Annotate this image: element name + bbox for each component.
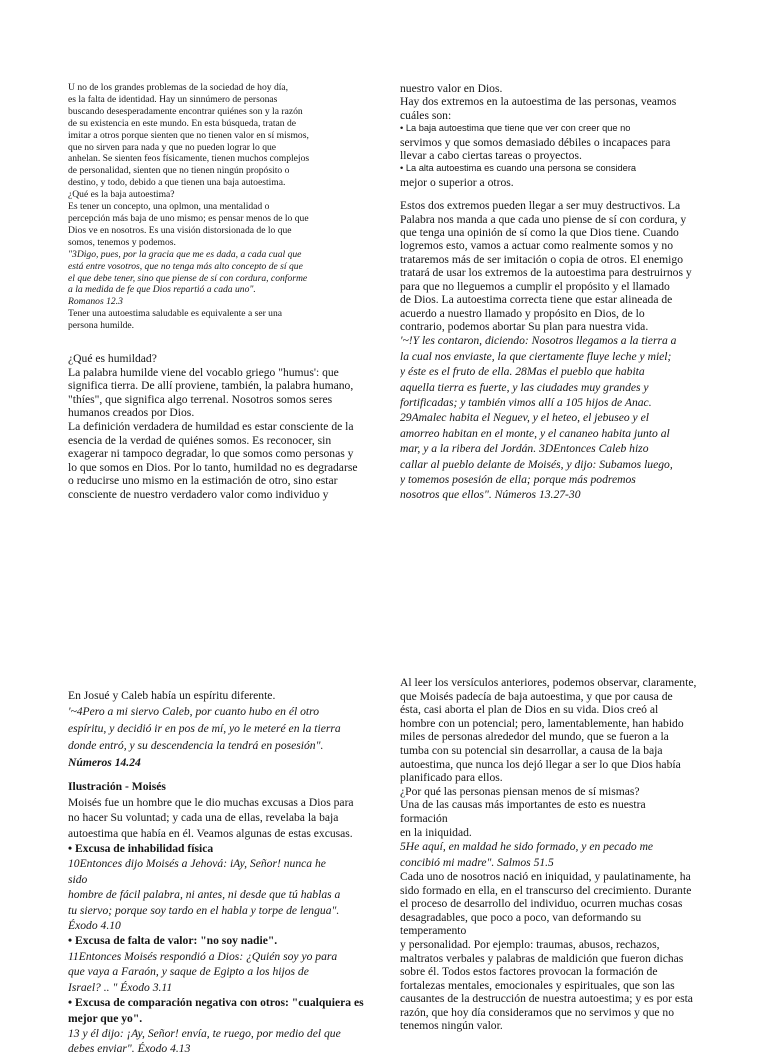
text-line: llevar a cabo ciertas tareas o proyectos. [400, 149, 582, 163]
bottom-left-column [68, 688, 380, 1057]
extremes-paragraph [400, 199, 700, 333]
verse-line: 13 y él dijo: ¡Ay, Señor! envía, te ruego, por medio del que [68, 1026, 341, 1040]
verse-line: amorreo habitan en el monte, y el cananeo habita junto al [400, 426, 670, 440]
section-heading: Ilustración - Moisés [68, 780, 166, 794]
verse-line: sido [68, 872, 88, 886]
text-line: Cada uno de nosotros nació en iniquidad, y paulatinamente, ha [400, 869, 691, 883]
excuse-verse [68, 856, 380, 933]
text-line: o reducirse uno mismo en la estimación de otro, sino estar [68, 474, 338, 488]
bible-verse-salmos [400, 839, 704, 870]
question-heading: ¿Por qué las personas piensan menos de sí mismas? [400, 784, 640, 798]
text-line: buscando desesperadamente encontrar quiénes son y la razón [68, 105, 303, 117]
text-line: Hay dos extremos en la autoestima de las personas, veamos [400, 95, 677, 109]
bullet-item: • La baja autoestima que tiene que ver con creer que no [400, 123, 631, 134]
verse-line: 11Entonces Moisés respondió a Dios: ¿Quién soy yo para [68, 949, 338, 963]
text-line: Palabra nos manda a que cada uno piense de sí con cordura, y [400, 212, 687, 226]
bible-verse-romanos [68, 249, 368, 309]
text-line: acuerdo a nuestro llamado y propósito en Dios, de lo [400, 306, 645, 320]
excuse-verse [68, 949, 380, 995]
text-line: percepción más baja de uno mismo; es pensar menos de lo que [68, 212, 309, 224]
text-line: La definición verdadera de humildad es estar consciente de la [68, 419, 354, 433]
closing-paragraph [68, 308, 368, 332]
text-line: planificado para ellos. [400, 771, 503, 785]
text-line: y personalidad. Por ejemplo: traumas, abusos, rechazos, [400, 937, 660, 951]
text-line: trataremos más de ser imitación o copia de otros. El enemigo [400, 252, 683, 266]
text-line: exagerar ni tampoco degradar, lo que somos como personas y [68, 447, 354, 461]
text-line: lo que somos en Dios. Por lo tanto, humildad no es degradarse [68, 460, 358, 474]
text-line: tumba con su potencial sin desarrollar, a causa de la baja [400, 743, 663, 757]
bible-verse-numeros-14 [68, 703, 380, 771]
excuse-title: mejor que yo". [68, 1011, 143, 1025]
text-line: significa tierra. De allí proviene, también, la palabra humano, [68, 379, 354, 393]
text-line: contrario, podemos abortar Su plan para nuestra vida. [400, 319, 649, 333]
verse-line: 5He aquí, en maldad he sido formado, y en pecado me [400, 840, 654, 854]
verse-line: nosotros que ellos". Números 13.27-30 [400, 488, 581, 502]
text-line: autoestima, que nunca los dejó llegar a ser lo que Dios había [400, 757, 681, 771]
text-line: "thíes", que significa algo terrenal. Nosotros somos seres [68, 392, 333, 406]
text-line: razón, que hoy día consideramos que no servimos y que no [400, 1005, 674, 1019]
text-line: de personalidad, sienten que no tienen ningún propósito o [68, 165, 290, 177]
text-line: Es tener un concepto, una oplmon, una mentalidad o [68, 201, 270, 213]
text-line: Al leer los versículos anteriores, podemos observar, claramente, [400, 676, 697, 689]
verse-line: a la medida de fe que Dios repartió a cada uno". [68, 284, 256, 296]
verse-line: espíritu, y decidió ir en pos de mí, yo le meteré en la tierra [68, 722, 341, 736]
text-line: anhelan. Se sienten feos físicamente, tienen muchos complejos [68, 153, 310, 165]
text-line: nuestro valor en Dios. [400, 82, 503, 95]
verse-line: '~4Pero a mi siervo Caleb, por cuanto hubo en él otro [68, 705, 320, 719]
verse-line: tu siervo; porque soy tardo en el habla y torpe de lengua". [68, 903, 340, 917]
verse-line: está entre vosotros, que no tenga más alto concepto de sí que [68, 260, 303, 272]
text-line: que Moisés padecía de baja autoestima, y que por causa de [400, 689, 673, 703]
verse-line: y tomemos posesión de ella; porque más podremos [400, 472, 636, 486]
text-line: que tenga una opinión de sí como la que Dios tiene. Cuando [400, 226, 679, 240]
verse-line: aquella tierra es fuerte, y las ciudades muy grandes y [400, 380, 649, 394]
text-line: destino, y todo, debido a que tienen una baja autoestima. [68, 177, 286, 189]
verse-line: la cual nos enviaste, la que ciertamente fluye leche y miel; [400, 349, 672, 363]
text-line: en la iniquidad. [400, 825, 472, 839]
text-line: cuáles son: [400, 108, 452, 122]
text-line: ésta, casi aborta el plan de Dios en su vida. Dios creó al [400, 703, 659, 717]
text-line: de Dios. La autoestima correcta tiene que estar alineada de [400, 293, 673, 307]
intro-paragraph [68, 82, 368, 249]
text-line: sobre él. Todos estos factores provocan la formación de [400, 965, 658, 979]
verse-reference: Números 14.24 [68, 756, 141, 770]
excuse-verse [68, 1026, 380, 1057]
text-line: formación [400, 811, 448, 825]
verse-line: mar, y a la ribera del Jordán. 3DEntonces Caleb hizo [400, 442, 649, 456]
excuse-title: • Excusa de falta de valor: "no soy nadie". [68, 934, 278, 948]
text-line: Tener una autoestima saludable es equivalente a ser una [68, 308, 283, 320]
text-line: sido formado en ella, en el transcurso del crecimiento. Durante [400, 883, 692, 897]
text-line: autoestima que había en él. Veamos algunas de estas excusas. [68, 826, 353, 840]
bullet-item: • La alta autoestima es cuando una persona se considera [400, 163, 637, 174]
text-line: causantes de la destrucción de nuestra autoestima; y es por esta [400, 992, 693, 1006]
text-line: humanos creados por Dios. [68, 406, 195, 420]
verse-line: 29Amalec habita el Neguev, y el heteo, el jebuseo y el [400, 411, 649, 425]
text-line: de su existencia en este mundo. En esta búsqueda, tratan de [68, 117, 297, 129]
verse-line: debes enviar". Éxodo 4.13 [68, 1042, 191, 1056]
verse-line: hombre de fácil palabra, ni antes, ni desde que tú hablas a [68, 888, 341, 902]
text-line: persona humilde. [68, 320, 135, 332]
verse-line: "3Digo, pues, por la gracia que me es dada, a cada cual que [68, 248, 302, 260]
text-line: miles de personas alrededor del mundo, que se fueron a la [400, 730, 669, 744]
verse-line: que vaya a Faraón, y saque de Egipto a los hijos de [68, 965, 309, 979]
text-line: temperamento [400, 924, 467, 938]
extremes-list [400, 82, 700, 189]
humility-section [68, 352, 376, 502]
text-line: es la falta de identidad. Hay un sinnúmero de personas [68, 93, 278, 105]
text-line: somos, tenemos y podemos. [68, 236, 176, 248]
verse-line: donde entró, y su descendencia la tendrá en posesión". [68, 739, 324, 753]
text-line: Una de las causas más importantes de esto es nuestra [400, 798, 646, 812]
top-right-column [400, 82, 700, 503]
text-line: La palabra humilde viene del vocablo griego "humus': que [68, 365, 339, 379]
bottom-right-column [400, 676, 704, 1033]
text-line: U no de los grandes problemas de la sociedad de hoy día, [68, 82, 289, 93]
verse-line: callar al pueblo delante de Moisés, y dijo: Subamos luego, [400, 457, 673, 471]
question-heading: ¿Qué es la baja autoestima? [68, 189, 175, 201]
text-line: para que no lleguemos a cumplir el propósito y el llamado [400, 279, 670, 293]
intro-line: En Josué y Caleb había un espíritu diferente. [68, 689, 276, 702]
verse-line: el que debe tener, sino que piense de sí con cordura, conforme [68, 272, 308, 284]
text-line: consciente de nuestro verdadero valor como individuo y [68, 487, 329, 501]
verse-line: fortificadas; y también vimos allí a 105 hijos de Anac. [400, 395, 652, 409]
text-line: imitar a otros porque sienten que no tienen valor en sí mismos, [68, 129, 309, 141]
text-line: desagradables, que poco a poco, van deformando su [400, 910, 642, 924]
text-line: esencia de la verdad de quiénes somos. Es reconocer, sin [68, 433, 332, 447]
verse-reference: concibió mi madre". Salmos 51.5 [400, 855, 554, 869]
verse-line: Israel? .. " Éxodo 3.11 [68, 980, 173, 994]
text-line: tenemos ningún valor. [400, 1019, 503, 1033]
excuse-title: • Excusa de comparación negativa con otros: "cualquiera es [68, 996, 364, 1010]
excuse-title: • Excusa de inhabilidad física [68, 842, 214, 856]
text-line: el proceso de desarrollo del individuo, ocurren muchas cosas [400, 897, 683, 911]
text-line: mejor o superior a otros. [400, 175, 514, 189]
text-line: logremos esto, vamos a actuar como realmente somos y no [400, 239, 674, 253]
text-line: servimos y que somos demasiado débiles o incapaces para [400, 135, 671, 149]
text-line: hombre con un potencial; pero, lamentablemente, han habido [400, 716, 684, 730]
verse-line: 10Entonces dijo Moisés a Jehová: iAy, Señor! nunca he [68, 857, 326, 871]
top-left-column [68, 82, 368, 332]
text-line: tratará de usar los extremos de la autoestima para destruirnos y [400, 266, 692, 280]
text-line: Estos dos extremos pueden llegar a ser muy destructivos. La [400, 199, 681, 213]
text-line: maltratos verbales y palabras de maldición que fueron dichas [400, 951, 684, 965]
text-line: Moisés fue un hombre que le dio muchas excusas a Dios para [68, 795, 354, 809]
verse-reference: Éxodo 4.10 [68, 919, 121, 933]
text-line: Dios ve en nosotros. Es una visión distorsionada de lo que [68, 224, 292, 236]
text-line: fortalezas mentales, emocionales y espirituales, que son las [400, 978, 675, 992]
text-line: no hacer Su voluntad; y cada una de ellas, revelaba la baja [68, 811, 339, 825]
verse-line: y éste es el fruto de ella. 28Mas el pueblo que habita [400, 365, 645, 379]
verse-line: '~!Y les contaron, diciendo: Nosotros llegamos a la tierra a [400, 334, 677, 348]
text-line: que no sirven para nada y que no pueden lograr lo que [68, 141, 277, 153]
question-heading: ¿Qué es humildad? [68, 352, 157, 365]
verse-reference: Romanos 12.3 [68, 296, 123, 308]
bible-verse-numeros-13 [400, 333, 700, 502]
